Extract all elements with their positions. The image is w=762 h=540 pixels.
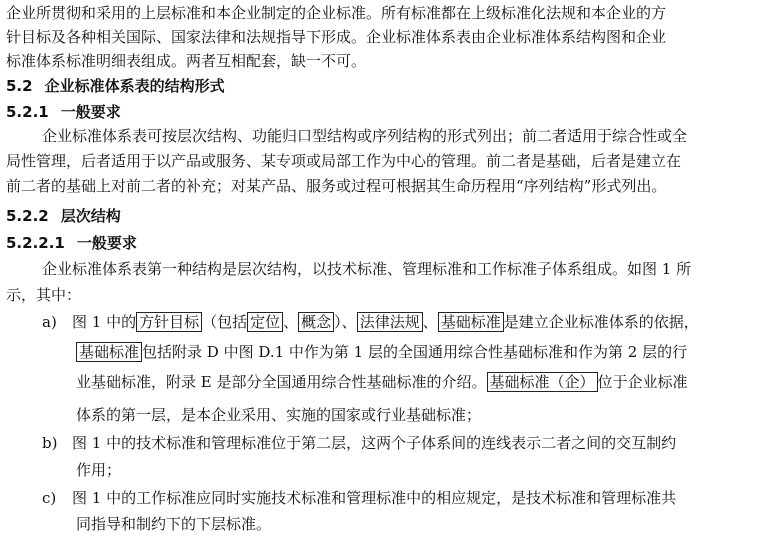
list-item-a-line-1 <box>42 311 699 333</box>
boxed-term-basic-standards: 基础标准 <box>438 312 504 332</box>
section-title: 一般要求 <box>76 234 137 252</box>
boxed-term-basic-standards-enterprise: 基础标准（企） <box>487 372 598 392</box>
section-heading-5-2 <box>6 75 225 97</box>
text-run: 、 <box>422 313 438 331</box>
section-heading-5-2-2-1 <box>6 232 137 254</box>
section-number: 5.2.2 <box>6 207 49 225</box>
intro-line-2: 针目标及各种相关国际、国家法律和法规指导下形成。企业标准体系表由企业标准体系结构图和企业 <box>6 28 667 46</box>
section-title: 一般要求 <box>60 103 121 121</box>
text-run: 是建立企业标准体系的依据， <box>503 313 699 331</box>
text-run: 图 1 中的 <box>72 313 137 331</box>
boxed-term-positioning: 定位 <box>247 312 283 332</box>
list-label: b) <box>42 434 58 452</box>
text-run: 、 <box>283 313 299 331</box>
boxed-term-basic-standards: 基础标准 <box>76 342 142 362</box>
section-heading-5-2-1 <box>6 101 121 123</box>
section-number: 5.2.2.1 <box>6 234 65 252</box>
list-label: c) <box>42 489 57 507</box>
intro-line-3: 标准体系标准明细表组成。两者互相配套，缺一不可。 <box>6 52 367 70</box>
section-title: 企业标准体系表的结构形式 <box>44 77 225 95</box>
section-number: 5.2 <box>6 77 33 95</box>
list-item-a-line-4: 体系的第一层，是本企业采用、实施的国家或行业基础标准； <box>76 406 482 424</box>
text-run: （包括 <box>202 313 248 331</box>
text-run: 业基础标准，附录 E 是部分全国通用综合性基础标准的介绍。 <box>76 373 487 391</box>
section-title: 层次结构 <box>60 207 121 225</box>
para-5-2-2-1-line-2: 示，其中： <box>6 286 82 304</box>
list-item-b-line-2: 作用； <box>76 461 122 479</box>
text-run: 包括附录 D 中图 D.1 中作为第 1 层的全国通用综合性基础标准和作为第 2 层的行 <box>142 343 688 361</box>
intro-line-1: 企业所贯彻和采用的上层标准和本企业制定的企业标准。所有标准都在上级标准化法规和本企业的方 <box>6 4 667 22</box>
text-run: ）、 <box>334 313 357 331</box>
para-5-2-1-line-3: 前二者的基础上对前二者的补充；对某产品、服务或过程可根据其生命历程用“序列结构”形式列出。 <box>6 177 667 195</box>
text-run: 图 1 中的技术标准和管理标准位于第二层，这两个子体系间的连线表示二者之间的交互制约 <box>72 434 677 452</box>
list-label: a) <box>42 313 57 331</box>
list-item-c-line-1 <box>42 487 676 509</box>
list-item-a-line-3 <box>76 371 688 393</box>
text-run: 位于企业标准 <box>597 373 688 391</box>
section-number: 5.2.1 <box>6 103 49 121</box>
section-heading-5-2-2 <box>6 205 121 227</box>
list-item-b-line-1 <box>42 432 676 454</box>
boxed-term-laws: 法律法规 <box>357 312 423 332</box>
list-item-a-line-2 <box>76 341 687 363</box>
boxed-term-concept: 概念 <box>298 312 334 332</box>
para-5-2-1-line-2: 局性管理，后者适用于以产品或服务、某专项或局部工作为中心的管理。前二者是基础，后者是建立在 <box>6 152 682 170</box>
para-5-2-1-line-1: 企业标准体系表可按层次结构、功能归口型结构或序列结构的形式列出；前二者适用于综合性或全 <box>42 127 688 145</box>
boxed-term-policy-goals: 方针目标 <box>136 312 202 332</box>
para-5-2-2-1-line-1: 企业标准体系表第一种结构是层次结构，以技术标准、管理标准和工作标准子体系组成。如图 1 所 <box>42 260 692 278</box>
list-item-c-line-2: 同指导和制约下的下层标准。 <box>76 515 272 533</box>
text-run: 图 1 中的工作标准应同时实施技术标准和管理标准中的相应规定，是技术标准和管理标准共 <box>72 489 677 507</box>
